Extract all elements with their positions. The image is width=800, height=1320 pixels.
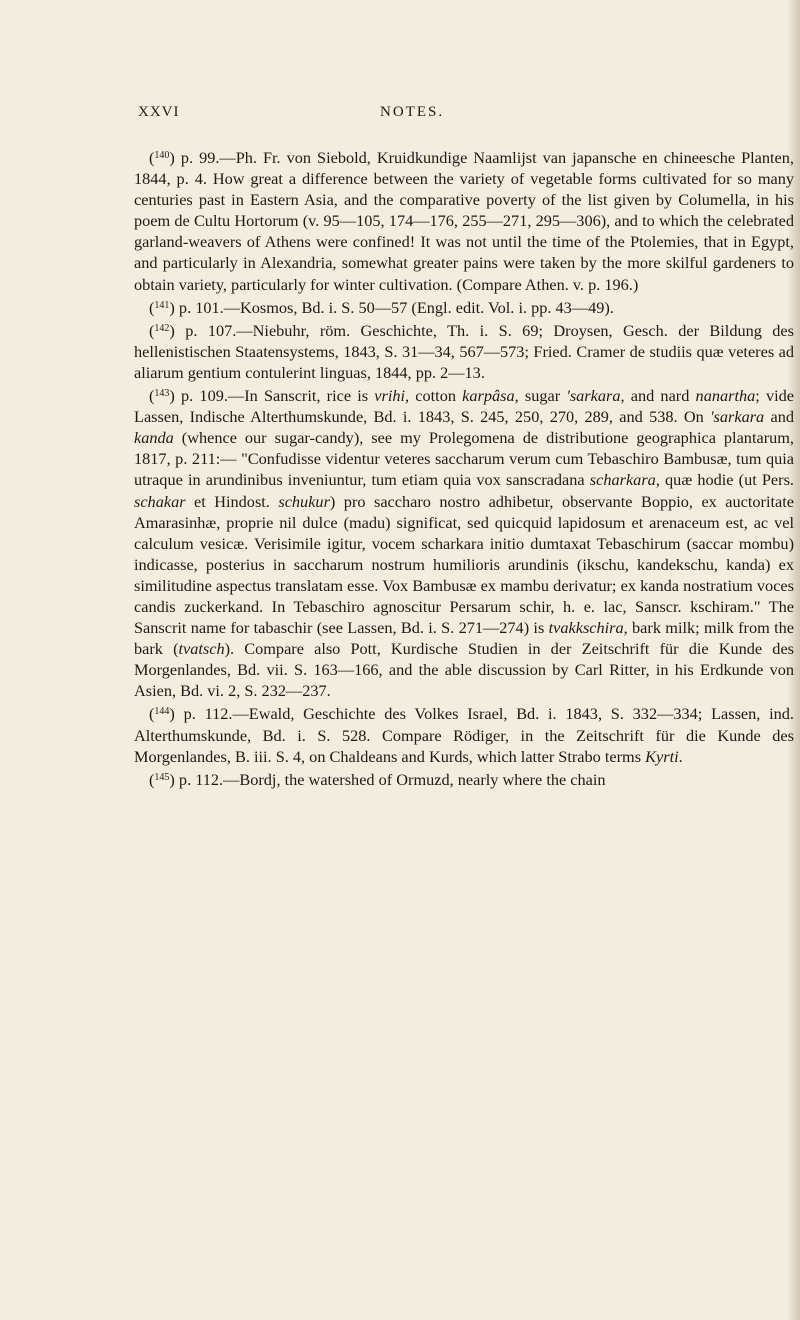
note-text: p. 99.—Ph. Fr. von Siebold, Kruidkundige Naamlijst van japansche en chineesche Planten, 1844, p. 4. How great a difference between the variety of vegetable forms cultivated for so many centuries past in Eastern Asia, and the comparative poverty of the list given by Columella, in his poem de Cultu Hortorum (v. 95—105, 174—176, 255—271, 295—306), and to which the celebrated garland-weavers of Athens were confined! It was not until the time of the Ptolemies, that in Egypt, and particularly in Alexandria, somewhat greater pains were taken by the more skilful gardeners to obtain variety, particularly for winter cultivation. (Compare Athen. v. p. 196.) — [134, 148, 794, 294]
running-title: NOTES. — [380, 104, 445, 120]
footnote-number-value: 142 — [154, 322, 170, 334]
note-text: , bark milk; milk from the bark ( — [134, 618, 794, 659]
footnote-141 — [134, 295, 794, 318]
italic-term: karpâsa — [462, 386, 515, 406]
italic-term: kanda — [134, 428, 174, 448]
italic-term: scharkara — [589, 470, 656, 490]
footnote-144 — [134, 701, 794, 766]
footnote-140 — [134, 145, 794, 295]
note-text: ) pro saccharo nostro adhibetur, observante Boppio, ex auctoritate Amarasinhæ, proprie nil dulce (madu) significat, sed quicquid lapidosum et arenaceum est, ac vel calculum vesicæ. Verisimile igitur, vocem scharkara initio dumtaxat Tebaschirum (saccar mombu) indicasse, posterius in saccharum nostrum humilioris arundinis (ikschu, kandekschu, kanda) ex similitudine aspectus translatam esse. Vox Bambusæ ex mambu derivatur; ex kanda nostratium voces candis zuckerkand. In Tebaschiro agnoscitur Persarum schir, h. e. lac, Sanscr. kschiram." The Sanscrit name for tabaschir (see Lassen, Bd. i. S. 271—274) is — [134, 491, 794, 638]
note-text: . — [678, 746, 683, 766]
note-text: (whence our sugar-candy), see my Prolegomena de distributione geographica plantarum, 1817, p. 211:— "Confudisse videntur veteres saccharum verum cum Tebaschiro Bambusæ, tum quia utraque in arundinibus inveniuntur, tum etiam quia vox sanscradana — [134, 428, 794, 490]
footnote-number: ($^{140}$) — [149, 148, 181, 167]
page-number: XXVI — [138, 104, 180, 120]
footnote-143 — [134, 383, 794, 701]
italic-term: tvakkschira — [548, 618, 624, 638]
note-text: and — [764, 407, 795, 427]
note-text: p. 112.—Bordj, the watershed of Ormuzd, nearly where the chain — [178, 769, 606, 789]
footnote-number: ($^{141}$) — [149, 297, 179, 317]
note-text: ; vide Lassen, Indische Alterthumskunde, Bd. i. 1843, S. 245, 250, 270, 289, and 538. On — [134, 386, 795, 427]
notes-body — [134, 145, 794, 790]
note-text: , quæ hodie (ut Pers. — [655, 470, 794, 490]
note-text: , cotton — [405, 386, 463, 406]
footnote-number: ($^{142}$) — [149, 320, 186, 340]
running-header — [138, 104, 790, 128]
italic-term: 'sarkara — [566, 386, 621, 406]
italic-term: Kyrti — [645, 746, 679, 766]
footnote-number: ($^{144}$) — [149, 704, 184, 724]
footnote-number: ($^{143}$) — [149, 386, 182, 406]
italic-term: tvatsch — [178, 639, 225, 659]
note-text: , sugar — [514, 386, 567, 406]
italic-term: nanartha — [695, 386, 756, 406]
footnote-142 — [134, 318, 794, 383]
footnote-number-value: 143 — [154, 388, 170, 400]
note-text: , and nard — [620, 386, 696, 406]
note-text: p. 112.—Ewald, Geschichte des Volkes Israel, Bd. i. 1843, S. 332—334; Lassen, ind. Alterthumskunde, Bd. i. S. 528. Compare Rödiger, in the Zeitschrift für die Kunde des Morgenlandes, B. iii. S. 4, on Chaldeans and Kurds, which latter Strabo terms — [134, 704, 794, 766]
footnote-145 — [134, 767, 794, 790]
footnote-number-value: 140 — [154, 150, 170, 161]
footnote-number-value: 145 — [154, 771, 170, 783]
italic-term: schakar — [134, 491, 186, 511]
italic-term: vrihi — [374, 386, 406, 406]
note-text: et Hindost. — [185, 491, 279, 511]
note-text: p. 101.—Kosmos, Bd. i. S. 50—57 (Engl. edit. Vol. i. pp. 43—49). — [178, 297, 614, 317]
footnote-number-value: 144 — [154, 706, 170, 718]
footnote-number-value: 141 — [154, 299, 170, 311]
note-text: ). Compare also Pott, Kurdische Studien in der Zeitschrift für die Kunde des Morgenlandes, Bd. vii. S. 163—166, and the able discussion by Carl Ritter, in his Erdkunde von Asien, Bd. vi. 2, S. 232—237. — [134, 639, 795, 701]
italic-term: 'sarkara — [710, 407, 765, 427]
footnote-number: ($^{145}$) — [149, 769, 179, 789]
note-text: p. 109.—In Sanscrit, rice is — [181, 386, 375, 406]
italic-term: schukur — [278, 491, 330, 511]
note-text: p. 107.—Niebuhr, röm. Geschichte, Th. i. S. 69; Droysen, Gesch. der Bildung des hellenistischen Staatensystems, 1843, S. 31—34, 567—573; Fried. Cramer de studiis quæ veteres ad aliarum gentium contulerint linguas, 1844, pp. 2—13. — [134, 320, 794, 382]
